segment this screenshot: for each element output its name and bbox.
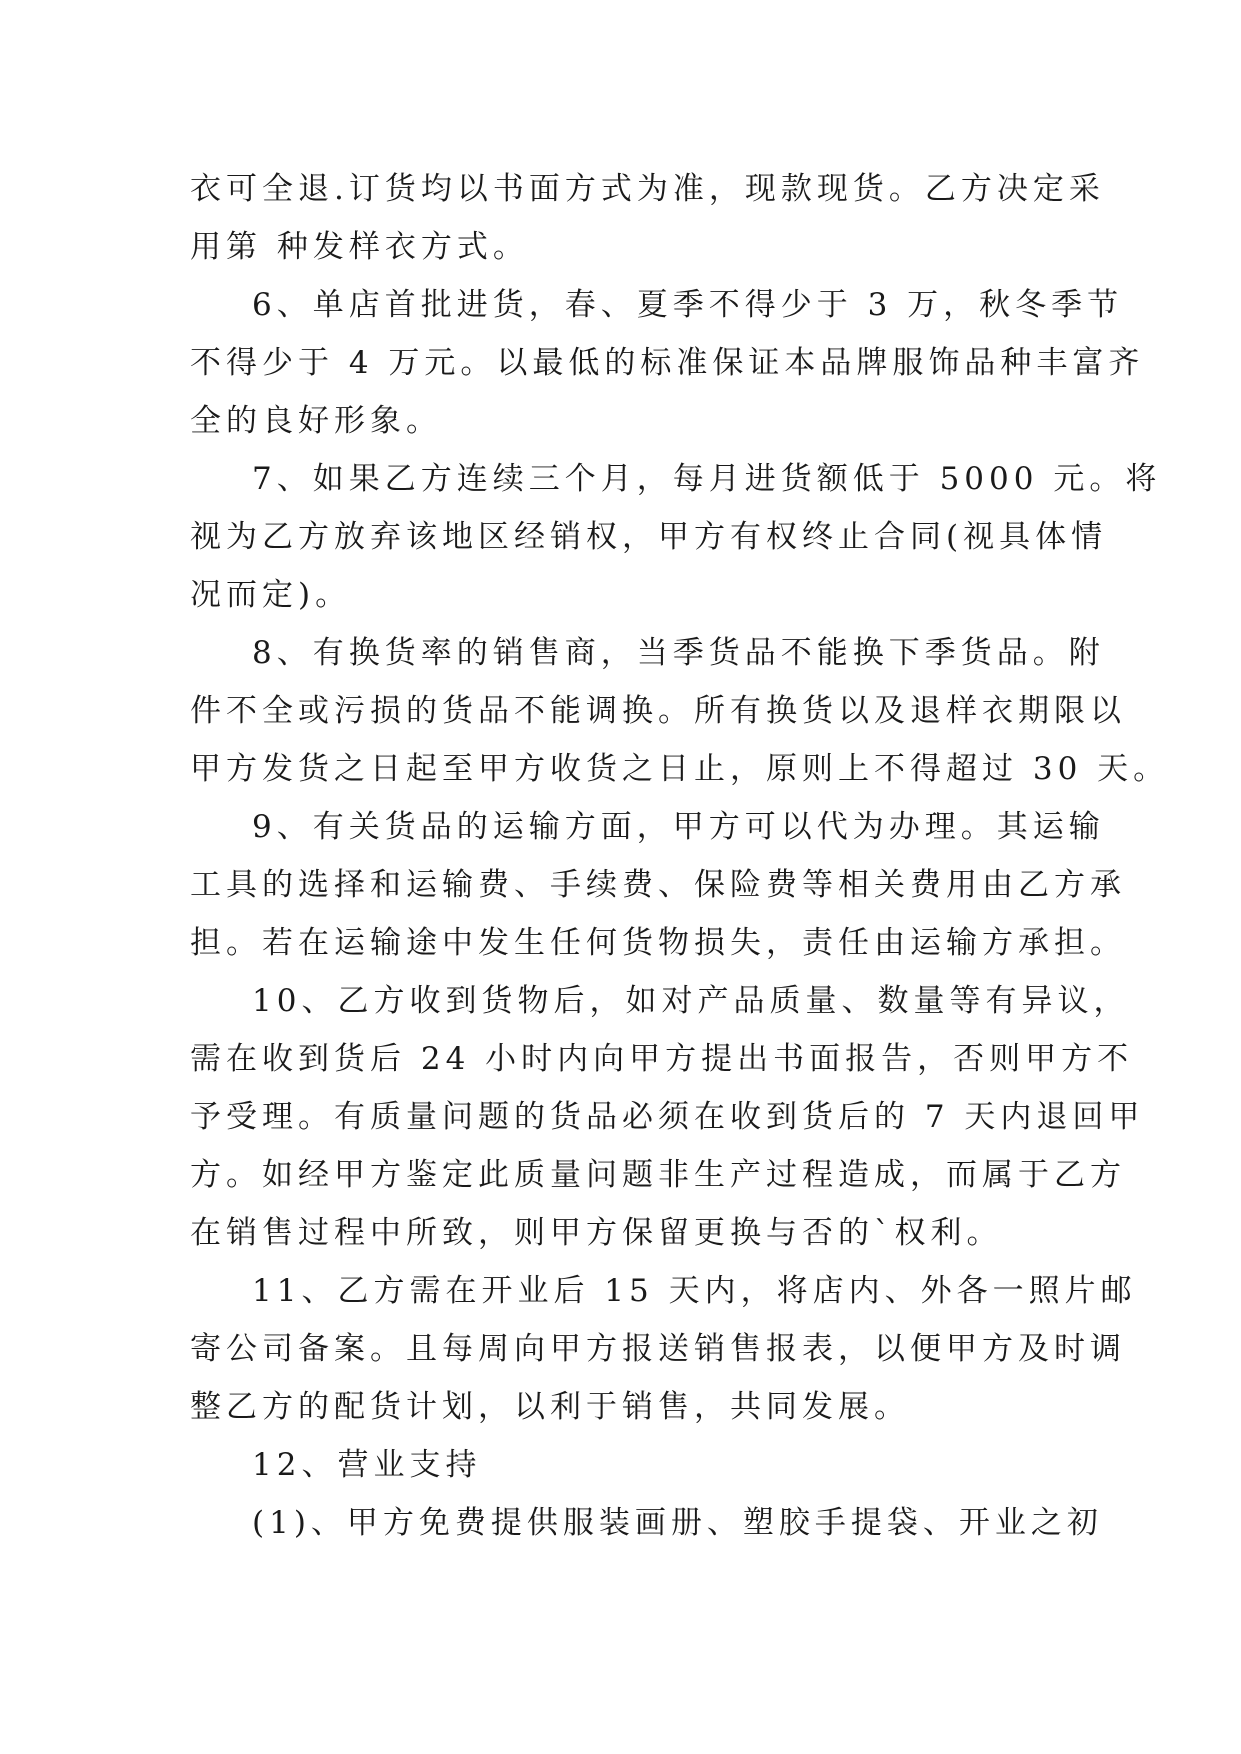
clause-12-heading: 12、营业支持 — [252, 1447, 482, 1483]
text-line: 用第 种发样衣方式。 — [190, 229, 529, 265]
text-line: 甲方发货之日起至甲方收货之日止，原则上不得超过 30 天。 — [190, 751, 1170, 787]
text-line: 工具的选择和运输费、手续费、保险费等相关费用由乙方承 — [190, 867, 1126, 903]
text-line: 全的良好形象。 — [190, 403, 442, 439]
clause-12-item-1-line: (1)、甲方免费提供服装画册、塑胶手提袋、开业之初 — [252, 1505, 1103, 1541]
text-line: 整乙方的配货计划，以利于销售，共同发展。 — [190, 1389, 910, 1425]
text-line: 视为乙方放弃该地区经销权，甲方有权终止合同(视具体情 — [190, 519, 1108, 555]
text-line: 件不全或污损的货品不能调换。所有换货以及退样衣期限以 — [190, 693, 1126, 729]
document-body — [190, 160, 1170, 1552]
text-line: 不得少于 4 万元。以最低的标准保证本品牌服饰品种丰富齐 — [190, 345, 1145, 381]
text-line: 况而定)。 — [190, 577, 352, 613]
clause-8-line: 8、有换货率的销售商，当季货品不能换下季货品。附 — [252, 635, 1105, 671]
clause-10-line: 10、乙方收到货物后，如对产品质量、数量等有异议， — [252, 983, 1130, 1019]
text-line: 担。若在运输途中发生任何货物损失，责任由运输方承担。 — [190, 925, 1126, 961]
text-line: 在销售过程中所致，则甲方保留更换与否的`权利。 — [190, 1215, 1003, 1251]
text-line: 衣可全退.订货均以书面方式为准，现款现货。乙方决定采 — [190, 171, 1105, 207]
clause-6-line: 6、单店首批进货，春、夏季不得少于 3 万，秋冬季节 — [252, 287, 1124, 323]
text-line: 方。如经甲方鉴定此质量问题非生产过程造成，而属于乙方 — [190, 1157, 1126, 1193]
clause-11-line: 11、乙方需在开业后 15 天内，将店内、外各一照片邮 — [252, 1273, 1137, 1309]
text-line: 需在收到货后 24 小时内向甲方提出书面报告，否则甲方不 — [190, 1041, 1134, 1077]
text-line: 寄公司备案。且每周向甲方报送销售报表，以便甲方及时调 — [190, 1331, 1126, 1367]
clause-9-line: 9、有关货品的运输方面，甲方可以代为办理。其运输 — [252, 809, 1105, 845]
text-line: 予受理。有质量问题的货品必须在收到货后的 7 天内退回甲 — [190, 1099, 1145, 1135]
clause-7-line: 7、如果乙方连续三个月，每月进货额低于 5000 元。将 — [252, 461, 1162, 497]
